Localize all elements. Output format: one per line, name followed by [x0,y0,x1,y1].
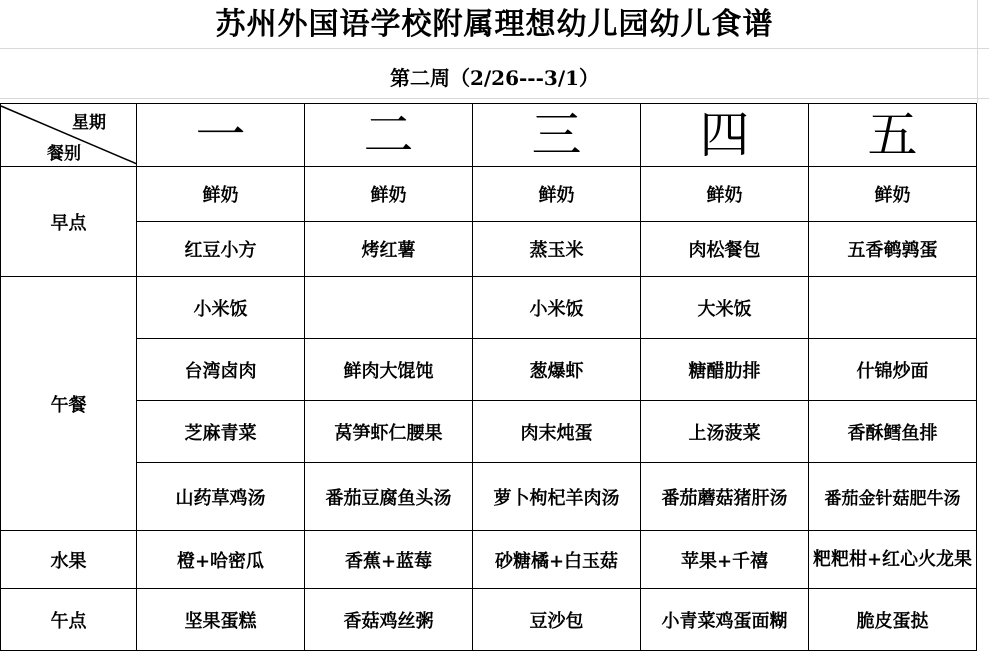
menu-cell: 山药草鸡汤 [137,463,305,531]
menu-cell: 肉松餐包 [641,222,809,277]
header-row [1,104,977,167]
menu-cell: 大米饭 [641,277,809,339]
menu-cell: 番茄金针菇肥牛汤 [809,463,977,531]
meal-axis-label: 餐别 [47,144,81,164]
table-row [1,463,977,531]
menu-cell: 脆皮蛋挞 [809,589,977,651]
meal-label-fruit: 水果 [1,531,137,589]
menu-cell: 台湾卤肉 [137,339,305,401]
table-row [1,167,977,222]
menu-cell: 烤红薯 [305,222,473,277]
menu-cell: 鲜奶 [137,167,305,222]
table-row [1,222,977,277]
menu-table [0,103,977,651]
menu-cell [809,531,977,589]
menu-cell: 小青菜鸡蛋面糊 [641,589,809,651]
menu-cell: 莴笋虾仁腰果 [305,401,473,463]
menu-cell: 葱爆虾 [473,339,641,401]
table-row [1,339,977,401]
menu-cell: 豆沙包 [473,589,641,651]
menu-cell-text: 粑粑柑+红心火龙果 [812,548,973,570]
day-header-tue: 二 [305,104,473,167]
menu-cell: 肉末炖蛋 [473,401,641,463]
menu-cell: 小米饭 [137,277,305,339]
menu-cell: 香酥鳕鱼排 [809,401,977,463]
corner-header-cell [1,104,137,167]
day-header-wed: 三 [473,104,641,167]
menu-cell: 番茄蘑菇猪肝汤 [641,463,809,531]
menu-cell: 橙+哈密瓜 [137,531,305,589]
menu-cell: 番茄豆腐鱼头汤 [305,463,473,531]
menu-cell: 鲜奶 [473,167,641,222]
menu-cell: 鲜奶 [641,167,809,222]
menu-cell: 上汤菠菜 [641,401,809,463]
menu-cell [305,277,473,339]
menu-cell: 苹果+千禧 [641,531,809,589]
menu-cell: 鲜肉大馄饨 [305,339,473,401]
weekday-axis-label: 星期 [72,113,106,133]
menu-cell: 什锦炒面 [809,339,977,401]
meal-label-lunch: 午餐 [1,277,137,531]
sheet-gridline [0,98,989,99]
menu-cell: 香菇鸡丝粥 [305,589,473,651]
table-row [1,589,977,651]
menu-cell: 香蕉+蓝莓 [305,531,473,589]
day-header-fri: 五 [809,104,977,167]
page-title: 苏州外国语学校附属理想幼儿园幼儿食谱 [215,7,774,42]
meal-label-snack: 午点 [1,589,137,651]
menu-cell: 小米饭 [473,277,641,339]
sheet-gridline [0,48,989,49]
menu-cell: 砂糖橘+白玉菇 [473,531,641,589]
week-subtitle: 第二周（2/26---3/1） [389,66,600,90]
menu-cell: 芝麻青菜 [137,401,305,463]
meal-label-breakfast: 早点 [1,167,137,277]
table-row [1,277,977,339]
menu-cell: 红豆小方 [137,222,305,277]
menu-cell: 萝卜枸杞羊肉汤 [473,463,641,531]
menu-cell: 糖醋肋排 [641,339,809,401]
menu-cell: 鲜奶 [305,167,473,222]
table-row [1,401,977,463]
menu-cell: 鲜奶 [809,167,977,222]
menu-cell: 坚果蛋糕 [137,589,305,651]
day-header-thu: 四 [641,104,809,167]
menu-cell: 五香鹌鹑蛋 [809,222,977,277]
day-header-mon: 一 [137,104,305,167]
menu-cell: 蒸玉米 [473,222,641,277]
table-row [1,531,977,589]
menu-cell [809,277,977,339]
